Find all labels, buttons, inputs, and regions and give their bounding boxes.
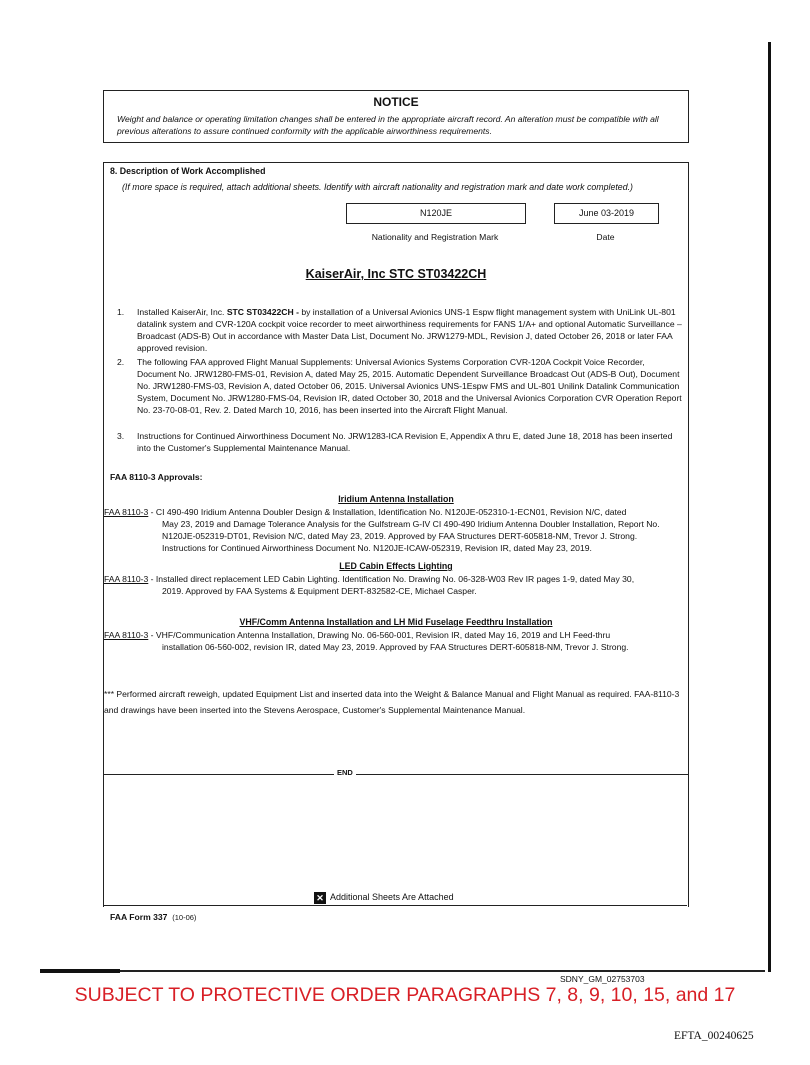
form-number: FAA Form 337 (10-06) [110, 912, 197, 922]
bates-number: SDNY_GM_02753703 [560, 974, 645, 984]
registration-mark-label: Nationality and Registration Mark [371, 232, 499, 242]
approvals-heading: FAA 8110-3 Approvals: [110, 472, 203, 482]
notice-box [103, 90, 689, 143]
page-rule-mark [40, 969, 120, 973]
approval-entry-continued: installation 06-560-002, revision IR, dated May 23, 2019. Approved by FAA Structures DERT-605818-NM, Trevor J. Strong. [162, 642, 629, 652]
checkbox-checked-icon: ✕ [314, 892, 326, 904]
stc-title: KaiserAir, Inc STC ST03422CH [305, 267, 487, 281]
date-field: June 03-2019 [554, 203, 659, 224]
description-section [103, 162, 689, 907]
date-label: Date [596, 232, 615, 242]
section-instruction: (If more space is required, attach additional sheets. Identify with aircraft nationality and registration mark and date work completed.) [122, 182, 633, 192]
protective-order-banner: SUBJECT TO PROTECTIVE ORDER PARAGRAPHS 7, 8, 9, 10, 15, and 17 [74, 984, 736, 1006]
notice-body: Weight and balance or operating limitation changes shall be entered in the appropriate aircraft record. An alteration must be compatible with all previous alterations to assure continued conformity with the applicable airworthiness requirements. [117, 114, 659, 136]
approval-entry-continued: 2019. Approved by FAA Systems & Equipment DERT-832582-CE, Michael Casper. [162, 586, 477, 596]
notice-title: NOTICE [373, 95, 419, 109]
approval-entry: FAA 8110-3 - VHF/Communication Antenna Installation, Drawing No. 06-560-001, Revision IR, dated May 16, 2019 and LH Feed-thru [104, 630, 611, 640]
item-text: Instructions for Continued Airworthiness Document No. JRW1283-ICA Revision E, Appendix A thru E, dated June 18, 2018 has been inserted into the Customer's Supplemental Maintenance Manual. [137, 431, 673, 453]
item-number: 2. [117, 357, 125, 367]
item-number: 3. [117, 431, 125, 441]
additional-sheets-label: Additional Sheets Are Attached [330, 892, 454, 902]
efta-id: EFTA_00240625 [674, 1030, 754, 1042]
approval-entry: FAA 8110-3 - CI 490-490 Iridium Antenna Doubler Design & Installation, Identification No. N120JE-052310-1-ECN01, Revision N/C, dated [104, 507, 627, 517]
approval-subtitle: Iridium Antenna Installation [338, 494, 454, 504]
end-label: END [334, 768, 356, 777]
approval-entry-continued: May 23, 2019 and Damage Tolerance Analysis for the Gulfstream G-IV CI 490-490 Iridium Antenna Doubler Installation, Report No. N120JE-052319-DT01, Revision N/C, dated May 23, 2019. Approved by FAA Structures DERT-605818-NM, Trevor J. Strong. Instructions for Continued Airworthiness Document No. N120JE-ICAW-052319, Revision IR, dated May 23, 2019. [162, 519, 660, 553]
page-rule [40, 970, 765, 972]
item-text: The following FAA approved Flight Manual Supplements: Universal Avionics Systems Corporation CVR-120A Cockpit Voice Recorder, Document No. JRW1280-FMS-01, Revision A, dated May 25, 2015. Automatic Dependent Surveillance Broadcast Out (ADS-B Out), Document No. JRW1280-FMS-03, Revision A, dated October 06, 2015. Universal Avionics UNS-1Espw FMS and UL-801 Unilink Datalink Communication System, Document No. JRW1280-FMS-04, Revision IR, dated October 30, 2018 and the Universal Avionics Corporation CVR Operation Report No. 23-70-08-01, Rev. 2. Dated March 10, 2016, has been inserted into the Aircraft Flight Manual. [137, 357, 682, 415]
section-title: 8. Description of Work Accomplished [110, 166, 266, 176]
approval-subtitle: LED Cabin Effects Lighting [339, 561, 453, 571]
item-number: 1. [117, 307, 125, 317]
approval-entry: FAA 8110-3 - Installed direct replacement LED Cabin Lighting. Identification No. Drawing No. 06-328-W03 Rev IR pages 1-9, dated May 30, [104, 574, 635, 584]
margin-rule [768, 42, 771, 972]
item-text: Installed KaiserAir, Inc. STC ST03422CH - by installation of a Universal Avionics UNS-1 Espw flight management system with UniLink UL-801 datalink system and CVR-120A cockpit voice recorder to meet airworthiness requirements for FANS 1/A+ and optional Automatic Surveillance – Broadcast (ADS-B) Out in accordance with Master Data List, Document No. JRW1279-MDL, Revision J, dated October 26, 2018 or later FAA approved revision. [137, 307, 682, 353]
form-bottom-rule [103, 905, 687, 906]
end-rule [104, 774, 688, 775]
approval-subtitle: VHF/Comm Antenna Installation and LH Mid Fuselage Feedthru Installation [239, 617, 553, 627]
registration-mark-field: N120JE [346, 203, 526, 224]
reweigh-note: *** Performed aircraft reweigh, updated Equipment List and inserted data into the Weight & Balance Manual and Flight Manual as required. FAA-8110-3 and drawings have been inserted into the Stevens Aerospace, Customer's Supplemental Maintenance Manual. [104, 689, 680, 715]
